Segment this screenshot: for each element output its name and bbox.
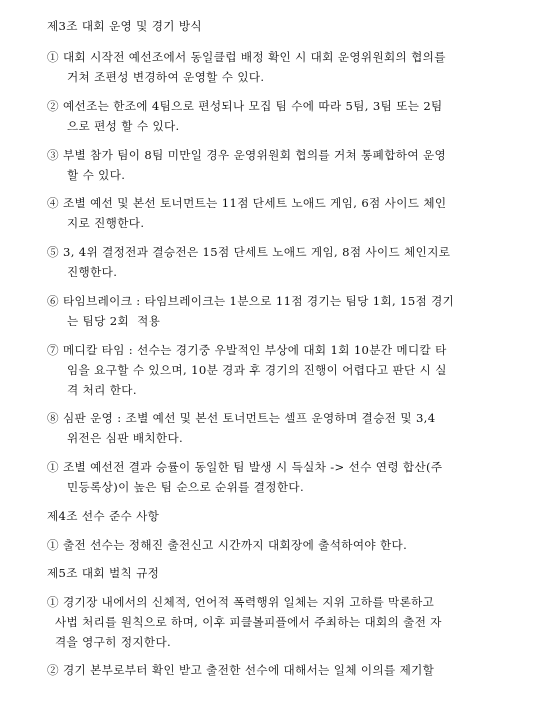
article4-item1: ① 출전 선수는 정해진 출전신고 시간까지 대회장에 출석하여야 한다.: [47, 538, 408, 552]
article3-heading: 제3조 대회 운영 및 경기 방식: [47, 19, 202, 33]
article5-item1-line1: ① 경기장 내에서의 신체적, 언어적 폭력행위 일체는 지위 고하를 막론하고: [47, 595, 435, 609]
article5-item2: ② 경기 본부로부터 확인 받고 출전한 선수에 대해서는 일체 이의를 제기할: [47, 663, 435, 677]
article3-item5-line1: ⑤ 3, 4위 결정전과 결승전은 15점 단세트 노애드 게임, 8점 사이드 체인지로: [47, 245, 451, 259]
article5-item1-line2: 사법 처리를 원칙으로 하며, 이후 피클볼피플에서 주최하는 대회의 출전 자: [55, 615, 442, 629]
article3-item8-line1: ⑧ 심판 운영 : 조별 예선 및 본선 토너먼트는 셀프 운영하며 결승전 및 3,4: [47, 411, 436, 425]
article3-item8-line2: 위전은 심판 배치한다.: [67, 431, 184, 445]
article3-item1-line1: ① 대회 시작전 예선조에서 동일클럽 배정 확인 시 대회 운영위원회의 협의를: [47, 50, 446, 64]
article5-item1-line3: 격을 영구히 정지한다.: [55, 635, 172, 649]
article5-heading: 제5조 대회 벌칙 규정: [47, 566, 160, 580]
article3-item9-line2: 민등록상)이 높은 팀 순으로 순위를 결정한다.: [67, 480, 304, 494]
article3-item2-line2: 으로 편성 할 수 있다.: [67, 119, 180, 133]
article3-item2-line1: ② 예선조는 한조에 4팀으로 편성되나 모집 팀 수에 따라 5팀, 3팀 또는 2팀: [47, 99, 443, 113]
article4-heading: 제4조 선수 준수 사항: [47, 509, 160, 523]
article3-item6-line2: 는 팀당 2회 적용: [67, 314, 161, 328]
article3-item7-line2: 임을 요구할 수 있으며, 10분 경과 후 경기의 진행이 어렵다고 판단 시 실: [67, 363, 447, 377]
article3-item4-line1: ④ 조별 예선 및 본선 토너먼트는 11점 단세트 노애드 게임, 6점 사이드 체인: [47, 196, 447, 210]
article3-item3-line2: 할 수 있다.: [67, 168, 126, 182]
article3-item3-line1: ③ 부별 참가 팀이 8팀 미만일 경우 운영위원회 협의를 거쳐 통폐합하여 운영: [47, 148, 446, 162]
article3-item6-line1: ⑥ 타임브레이크 : 타임브레이크는 1분으로 11점 경기는 팀당 1회, 15점 경기: [47, 294, 455, 308]
article3-item7-line1: ⑦ 메디칼 타임 : 선수는 경기중 우발적인 부상에 대회 1회 10분간 메디칼 타: [47, 343, 447, 357]
article3-item1-line2: 거쳐 조편성 변경하여 운영할 수 있다.: [67, 70, 265, 84]
article3-item4-line2: 지로 진행한다.: [67, 216, 145, 230]
article3-item5-line2: 진행한다.: [67, 265, 118, 279]
article3-item7-line3: 격 처리 한다.: [67, 383, 137, 397]
article3-item9-line1: ① 조별 예선전 결과 승률이 동일한 팀 발생 시 득실차 -> 선수 연령 합산(주: [47, 460, 443, 474]
